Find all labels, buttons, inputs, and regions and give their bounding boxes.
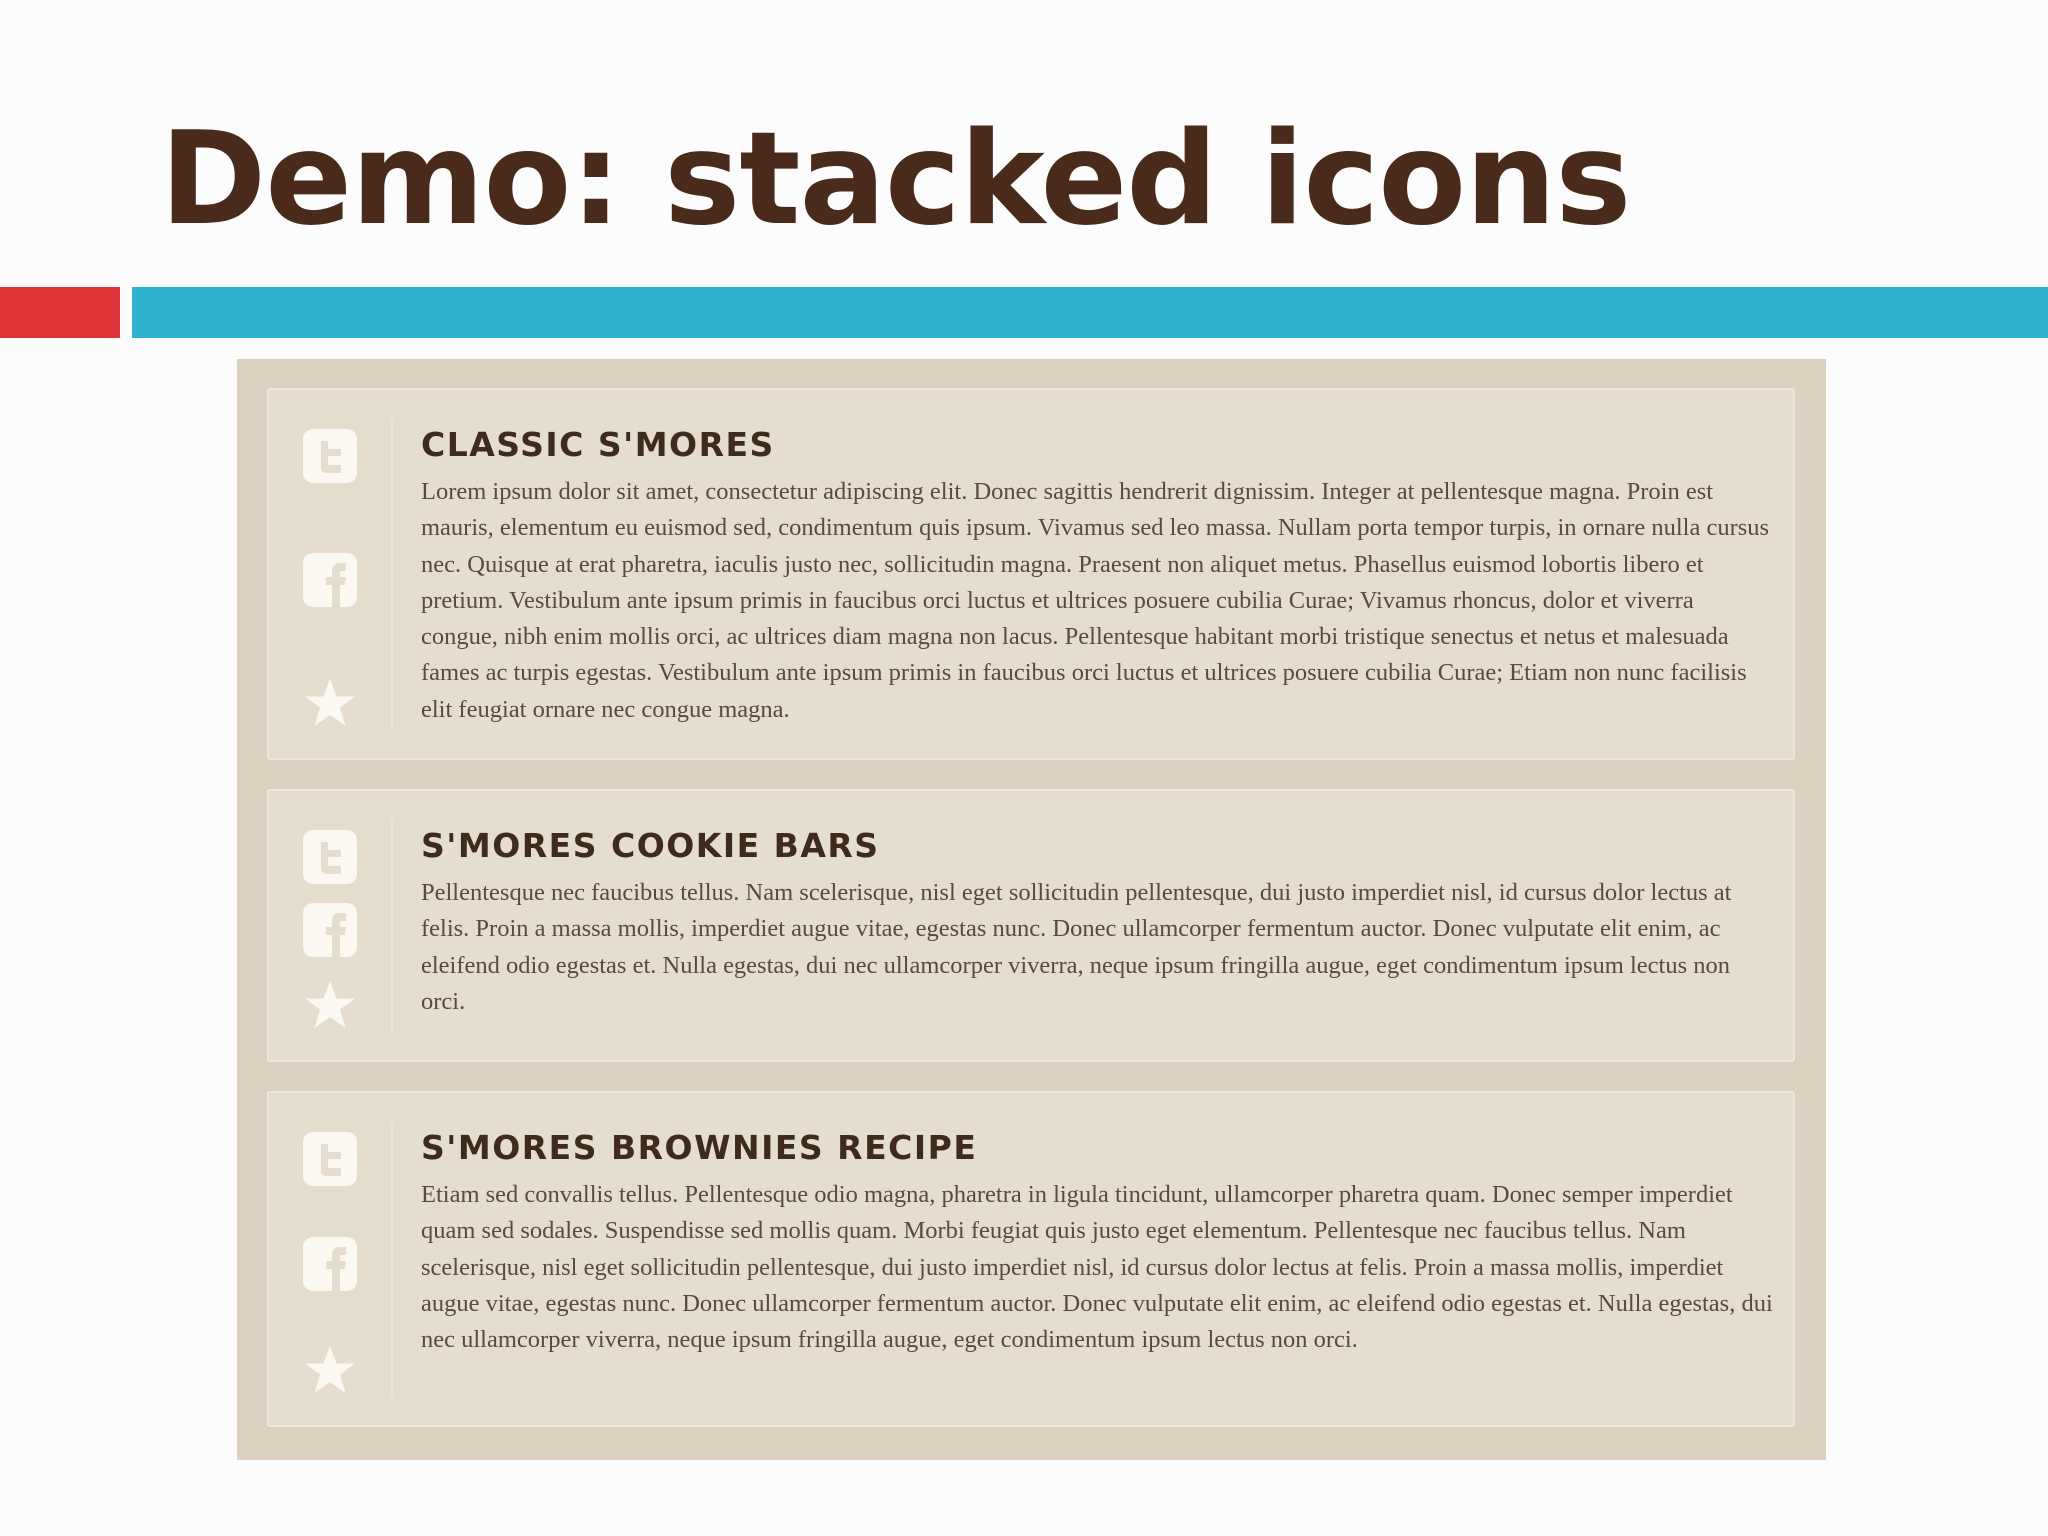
card-title: S'MORES BROWNIES RECIPE (421, 1128, 978, 1167)
icon-stack (269, 1121, 393, 1397)
recipe-card (267, 388, 1795, 760)
recipe-card (267, 1091, 1795, 1427)
star-icon[interactable] (302, 1343, 358, 1399)
demo-panel (237, 359, 1826, 1460)
twitter-icon[interactable] (302, 428, 358, 484)
twitter-icon[interactable] (302, 829, 358, 885)
facebook-icon[interactable] (302, 902, 358, 958)
recipe-card (267, 789, 1795, 1062)
accent-bar-blue (132, 287, 2048, 338)
star-icon[interactable] (302, 978, 358, 1034)
icon-stack (269, 418, 393, 730)
facebook-icon[interactable] (302, 552, 358, 608)
card-body: Lorem ipsum dolor sit amet, consectetur adipiscing elit. Donec sagittis hendrerit dignissim. Integer at pellentesque magna. Proin est mauris, elementum eu euismod sed, condimentum quis ipsum. Vivamus sed leo massa. Nullam porta tempor turpis, in ornare nulla cursus nec. Quisque at erat pharetra, iaculis justo nec, sollicitudin magna. Praesent non aliquet metus. Phasellus euismod lobortis libero et pretium. Vestibulum ante ipsum primis in faucibus orci luctus et ultrices posuere cubilia Curae; Vivamus rhoncus, dolor et viverra congue, nibh enim mollis orci, ac ultrices diam magna non lacus. Pellentesque habitant morbi tristique senectus et netus et malesuada fames ac turpis egestas. Vestibulum ante ipsum primis in faucibus orci luctus et ultrices posuere cubilia Curae; Etiam non nunc facilisis elit feugiat ornare nec congue magna. (421, 478, 1770, 723)
card-title: CLASSIC S'MORES (421, 425, 775, 464)
card-body: Pellentesque nec faucibus tellus. Nam scelerisque, nisl eget sollicitudin pellentesque, dui justo imperdiet nisl, id cursus dolor lectus at felis. Proin a massa mollis, imperdiet augue vitae, egestas nunc. Donec ullamcorper fermentum auctor. Donec vulputate elit enim, ac eleifend odio egestas et. Nulla egestas, dui nec ullamcorper viverra, neque ipsum fringilla augue, eget condimentum ipsum lectus non orci. (421, 879, 1732, 1015)
icon-stack (269, 819, 393, 1032)
card-body: Etiam sed convallis tellus. Pellentesque odio magna, pharetra in ligula tincidunt, ullamcorper pharetra quam. Donec semper imperdiet quam sed sodales. Suspendisse sed mollis quam. Morbi feugiat quis justo eget elementum. Pellentesque nec faucibus tellus. Nam scelerisque, nisl eget sollicitudin pellentesque, dui justo imperdiet nisl, id cursus dolor lectus at felis. Proin a massa mollis, imperdiet augue vitae, egestas nunc. Donec ullamcorper fermentum auctor. Donec vulputate elit enim, ac eleifend odio egestas et. Nulla egestas, dui nec ullamcorper viverra, neque ipsum fringilla augue, eget condimentum ipsum lectus non orci. (421, 1181, 1773, 1354)
twitter-icon[interactable] (302, 1131, 358, 1187)
slide-title: Demo: stacked icons (160, 105, 1631, 254)
star-icon[interactable] (302, 676, 358, 732)
card-title: S'MORES COOKIE BARS (421, 826, 880, 865)
accent-bar-red (0, 287, 120, 338)
facebook-icon[interactable] (302, 1236, 358, 1292)
